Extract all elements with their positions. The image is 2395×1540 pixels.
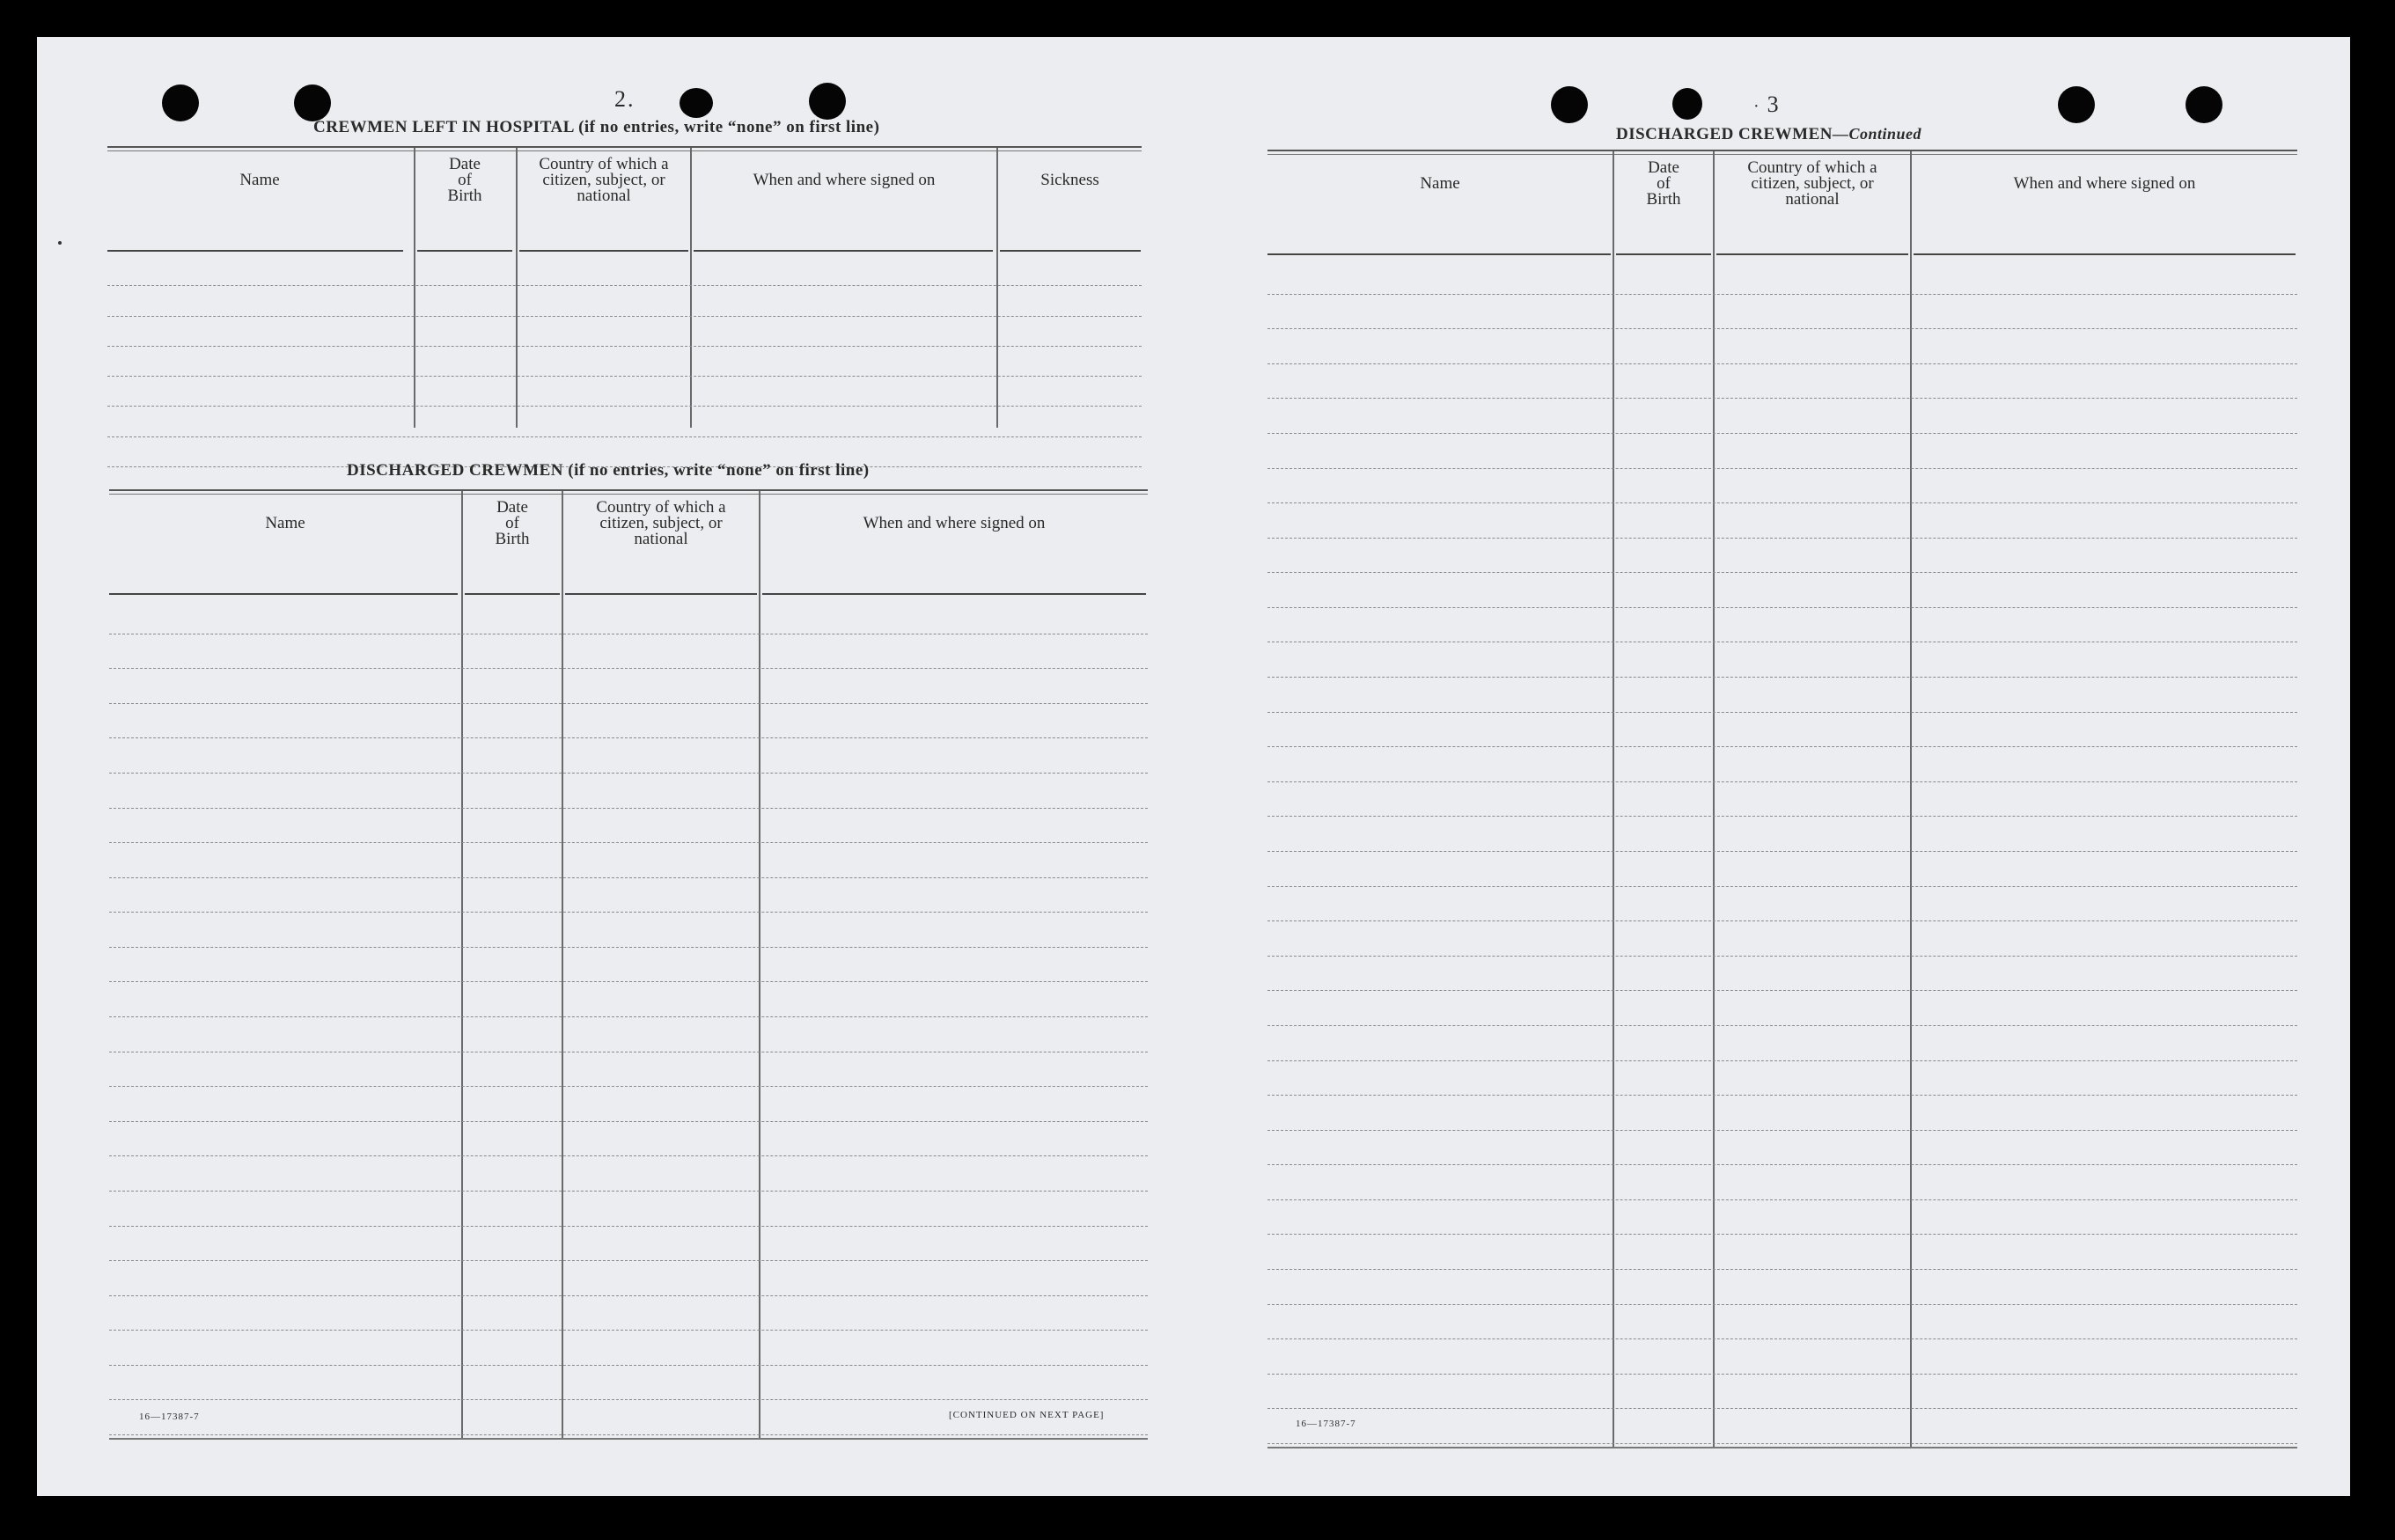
table-top-rule: [109, 489, 1148, 491]
row-line: [1267, 572, 2297, 573]
row-line: [1267, 677, 2297, 678]
hospital-title-note: (if no entries, write “none” on first line): [578, 118, 880, 136]
row-line: [109, 981, 1148, 982]
table-top-rule: [107, 150, 1142, 151]
table-bottom-rule: [109, 1438, 1148, 1440]
column-header-signed-on: When and where signed on: [753, 171, 936, 189]
row-line: [1267, 1130, 2297, 1131]
row-line: [109, 1434, 1148, 1435]
row-line: [109, 1016, 1148, 1017]
column-divider: [996, 148, 998, 428]
row-line: [109, 773, 1148, 774]
column-header-date-of-birth: Date of Birth: [495, 498, 530, 548]
stray-mark: [58, 241, 62, 245]
document-sheet: [37, 37, 2350, 1496]
row-line: [109, 668, 1148, 669]
header-underline: [762, 593, 1146, 595]
hospital-table: [107, 146, 1142, 470]
column-header-name: Name: [1420, 174, 1460, 193]
punch-hole: [2058, 86, 2095, 123]
column-header-country: Country of which a citizen, subject, or national: [1747, 158, 1877, 209]
page-number-left: 2.: [614, 86, 635, 112]
column-divider: [1910, 151, 1912, 1447]
row-line: [1267, 1443, 2297, 1444]
header-underline: [1716, 253, 1908, 255]
punch-hole: [1551, 86, 1588, 123]
header-underline: [694, 250, 993, 252]
row-line: [1267, 1408, 2297, 1409]
row-line: [1267, 294, 2297, 295]
table-bottom-rule: [1267, 1447, 2297, 1448]
row-line: [109, 947, 1148, 948]
row-line: [1267, 328, 2297, 329]
row-line: [109, 1121, 1148, 1122]
row-line: [109, 912, 1148, 913]
row-line: [107, 346, 1142, 347]
form-number-left: 16—17387-7: [139, 1412, 200, 1422]
column-header-country: Country of which a citizen, subject, or national: [539, 155, 669, 205]
discharged-title-text: DISCHARGED CREWMEN: [347, 461, 563, 480]
row-line: [107, 316, 1142, 317]
header-underline: [1616, 253, 1711, 255]
row-line: [109, 877, 1148, 878]
row-line: [1267, 920, 2297, 921]
header-underline: [465, 593, 560, 595]
form-number-right: 16—17387-7: [1296, 1419, 1356, 1429]
column-header-name: Name: [239, 171, 280, 189]
table-top-rule: [1267, 150, 2297, 151]
row-line: [107, 406, 1142, 407]
punch-hole: [1672, 88, 1702, 120]
row-line: [1267, 1095, 2297, 1096]
column-divider: [1613, 151, 1614, 1447]
header-underline: [417, 250, 512, 252]
row-line: [107, 436, 1142, 437]
column-divider: [1713, 151, 1715, 1447]
header-underline: [1267, 253, 1611, 255]
row-line: [1267, 468, 2297, 469]
discharged-table: [109, 489, 1148, 1440]
punch-hole: [162, 84, 199, 121]
row-line: [109, 1365, 1148, 1366]
column-header-country: Country of which a citizen, subject, or national: [596, 498, 726, 548]
row-line: [107, 376, 1142, 377]
row-line: [109, 703, 1148, 704]
row-line: [107, 285, 1142, 286]
row-line: [1267, 363, 2297, 364]
row-line: [1267, 1338, 2297, 1339]
header-underline: [565, 593, 757, 595]
row-line: [109, 737, 1148, 738]
row-line: [1267, 1025, 2297, 1026]
row-line: [109, 1260, 1148, 1261]
column-divider: [690, 148, 692, 428]
row-line: [1267, 781, 2297, 782]
punch-hole: [809, 83, 846, 120]
column-header-signed-on: When and where signed on: [2013, 174, 2196, 193]
page-number-right-text: 3: [1767, 92, 1781, 117]
discharged-section-title: [347, 461, 870, 480]
header-underline: [107, 250, 403, 252]
header-underline: [1000, 250, 1141, 252]
column-divider: [516, 148, 518, 428]
column-header-sickness: Sickness: [1040, 171, 1099, 189]
discharged-continued-title-text: DISCHARGED CREWMEN: [1616, 125, 1833, 143]
row-line: [109, 1295, 1148, 1296]
row-line: [1267, 956, 2297, 957]
row-line: [1267, 851, 2297, 852]
row-line: [1267, 1199, 2297, 1200]
row-line: [1267, 607, 2297, 608]
row-line: [1267, 1304, 2297, 1305]
column-header-date-of-birth: Date of Birth: [1646, 158, 1681, 209]
column-divider: [414, 148, 415, 428]
row-line: [1267, 816, 2297, 817]
row-line: [109, 1226, 1148, 1227]
row-line: [109, 1086, 1148, 1087]
page-number-right: [1753, 92, 1781, 118]
discharged-continued-title: [1616, 125, 1921, 144]
header-underline: [1914, 253, 2296, 255]
punch-hole: [294, 84, 331, 121]
row-line: [109, 1330, 1148, 1331]
row-line: [1267, 886, 2297, 887]
discharged-continued-table: [1267, 150, 2297, 1452]
table-top-rule: [1267, 154, 2297, 155]
row-line: [109, 1155, 1148, 1156]
row-line: [109, 1191, 1148, 1192]
row-line: [109, 1399, 1148, 1400]
header-underline: [519, 250, 688, 252]
row-line: [109, 808, 1148, 809]
row-line: [109, 842, 1148, 843]
row-line: [1267, 746, 2297, 747]
column-header-signed-on: When and where signed on: [863, 514, 1046, 532]
column-header-name: Name: [265, 514, 305, 532]
row-line: [1267, 1164, 2297, 1165]
continued-note: [CONTINUED ON NEXT PAGE]: [949, 1410, 1105, 1420]
row-line: [1267, 1234, 2297, 1235]
header-underline: [109, 593, 458, 595]
row-line: [1267, 433, 2297, 434]
page-number-dot: ·: [1753, 97, 1767, 116]
row-line: [1267, 538, 2297, 539]
hospital-section-title: [313, 118, 879, 137]
row-line: [1267, 502, 2297, 503]
punch-hole: [680, 88, 713, 118]
hospital-title-text: CREWMEN LEFT IN HOSPITAL: [313, 118, 574, 136]
discharged-title-note: (if no entries, write “none” on first line): [568, 461, 870, 480]
punch-hole: [2186, 86, 2222, 123]
column-header-date-of-birth: Date of Birth: [447, 155, 482, 205]
row-line: [1267, 990, 2297, 991]
row-line: [1267, 1374, 2297, 1375]
discharged-continued-suffix: —Continued: [1833, 125, 1922, 143]
table-top-rule: [109, 494, 1148, 495]
row-line: [1267, 1060, 2297, 1061]
row-line: [1267, 398, 2297, 399]
row-line: [1267, 1269, 2297, 1270]
row-line: [1267, 712, 2297, 713]
table-top-rule: [107, 146, 1142, 148]
